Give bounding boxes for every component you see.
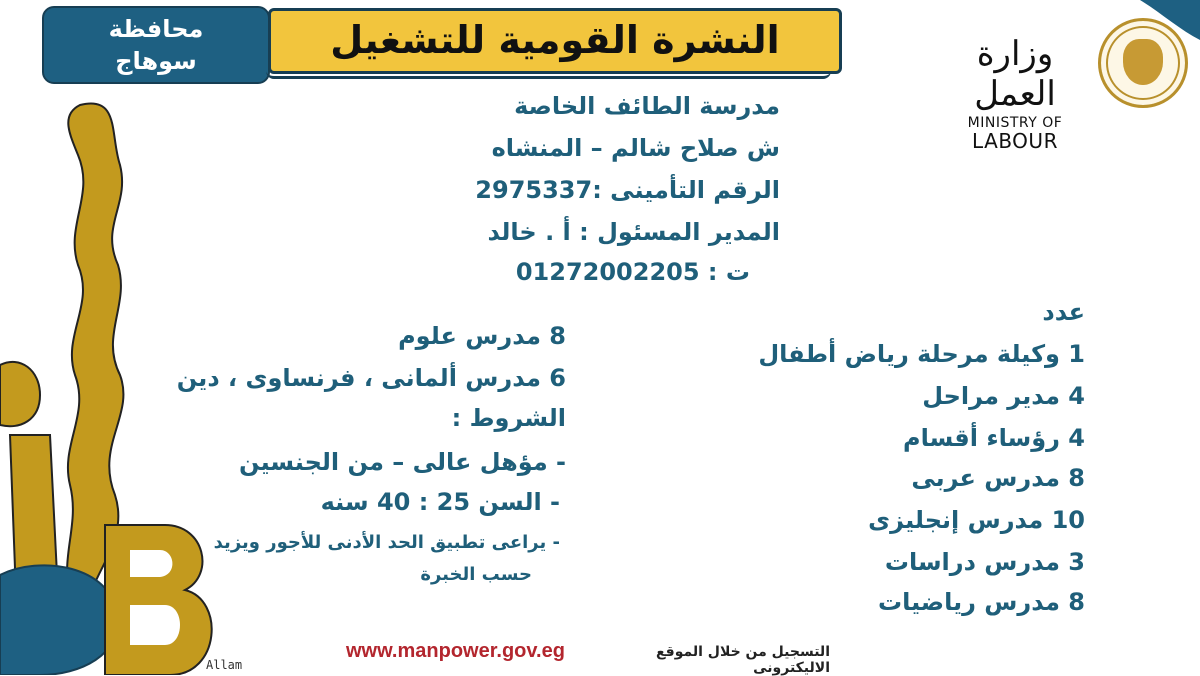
ministry-en-main: LABOUR (972, 129, 1058, 153)
conditions-heading: الشروط : (451, 404, 566, 432)
ministry-name-ar: وزارة العمل (974, 34, 1056, 114)
job-item: 4 مدير مراحل (922, 382, 1085, 410)
insurance-number: الرقم التأمينى :2975337 (475, 176, 780, 204)
author-credit: Allam (206, 658, 243, 672)
job-item: 1 وكيلة مرحلة رياض أطفال (758, 340, 1085, 368)
condition-item: - السن 25 : 40 سنه (320, 488, 560, 516)
phone-number: ت : 01272002205 (515, 258, 750, 286)
condition-item: - يراعى تطبيق الحد الأدنى للأجور ويزيد (213, 532, 560, 553)
jobs-heading: عدد (1042, 298, 1085, 326)
job-item: 4 رؤساء أقسام (903, 424, 1085, 452)
ministry-en-prefix: MINISTRY OF (967, 115, 1063, 131)
governorate-name: سوهاج (115, 47, 197, 75)
company-name: مدرسة الطائف الخاصة (514, 92, 780, 120)
register-text: التسجيل من خلال الموقع الاليكترونى (655, 644, 830, 676)
manager-name: المدير المسئول : أ . خالد (487, 218, 780, 246)
job-item: 8 مدرس رياضيات (877, 588, 1085, 616)
governorate-label: محافظة (108, 15, 204, 43)
job-item: 6 مدرس ألمانى ، فرنساوى ، دين (176, 364, 566, 392)
job-item: 3 مدرس دراسات (884, 548, 1085, 576)
ministry-logo-text (940, 34, 1090, 153)
job-item: 8 مدرس علوم (398, 322, 566, 350)
condition-item: - مؤهل عالى – من الجنسين (238, 448, 566, 476)
job-item: 8 مدرس عربى (911, 464, 1085, 492)
ministry-name-en (940, 114, 1090, 153)
ministry-seal-icon (1098, 18, 1188, 108)
website-link[interactable]: www.manpower.gov.eg (346, 640, 565, 662)
governorate-box (42, 6, 270, 84)
condition-item: حسب الخبرة (420, 564, 532, 585)
eagle-icon (1123, 39, 1163, 85)
job-item: 10 مدرس إنجليزى (868, 506, 1085, 534)
page-title: النشرة القومية للتشغيل (268, 8, 842, 74)
company-address: ش صلاح شالم – المنشاه (491, 134, 780, 162)
